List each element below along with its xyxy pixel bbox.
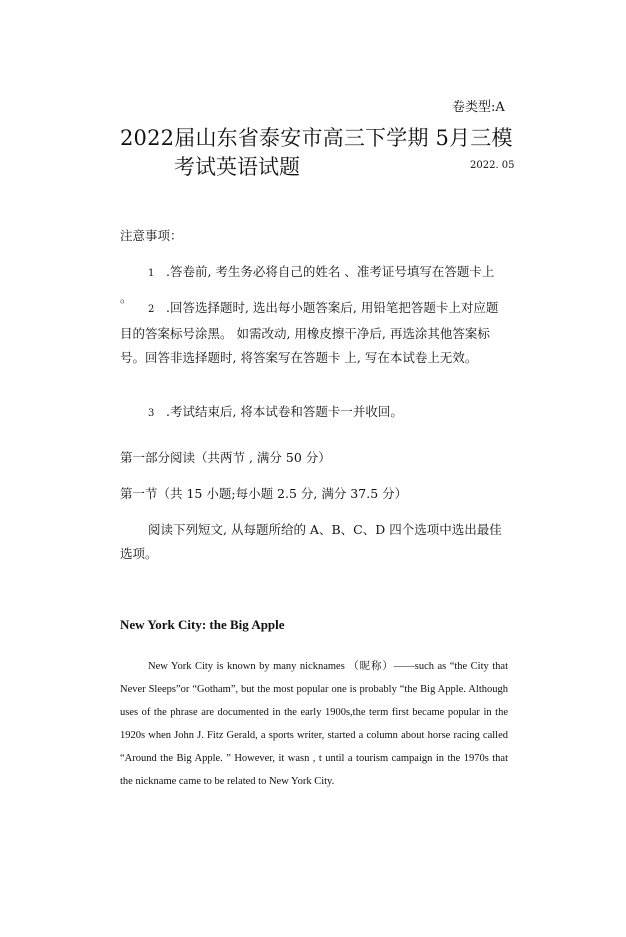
part1-heading: 第一部分阅读（共两节 , 满分 50 分） <box>120 450 331 465</box>
notes-heading: 注意事项： <box>120 228 183 243</box>
note-text: .考试结束后, 将本试卷和答题卡一并收回。 <box>166 404 403 419</box>
exam-date: 2022. 05 <box>470 160 515 171</box>
exam-title-line2: 考试英语试题 <box>174 155 300 179</box>
paper-type-label: 卷类型:A <box>452 100 505 115</box>
passage-text: New York City is known by many nicknames （昵称）——such as “the City that Never Sleeps”or “Gotham”, but the most popular one is probably “the Big Apple. Although uses of the phrase are documented in the early 1900s,the term first became popular in the 1920s when John J. Fitz Gerald, a sports writer, started a column about horse racing called “Around the Big Apple. ” However, it wasn , t until a tourism campaign in the 1970s that the nickname came to be related to New York City. <box>120 661 508 787</box>
reading-instructions <box>120 518 510 566</box>
note-number: 3 <box>148 408 155 419</box>
note-number: 2 <box>148 304 155 315</box>
note-item-3 <box>120 400 510 426</box>
passage-title: New York City: the Big Apple <box>120 617 285 632</box>
note-item-2 <box>120 296 510 370</box>
note-text: .答卷前, 考生务必将自己的姓名 、准考证号填写在答题卡上 。 <box>120 264 495 305</box>
instructions-text: 阅读下列短文, 从每题所给的 A、B、C、D 四个选项中选出最佳选项。 <box>120 522 502 561</box>
exam-title-line1: 2022届山东省泰安市高三下学期 5月三模 <box>120 126 513 150</box>
passage-body <box>120 655 508 793</box>
note-number: 1 <box>148 268 155 279</box>
note-text: .回答选择题时, 选出每小题答案后, 用铅笔把答题卡上对应题目的答案标号涂黑。 如需改动, 用橡皮擦干净后, 再选涂其他答案标号。回答非选择题时, 将答案写在答题卡 上, 写在本试卷上无效。 <box>120 300 499 365</box>
section1-heading: 第一节（共 15 小题;每小题 2.5 分, 满分 37.5 分） <box>120 486 408 501</box>
